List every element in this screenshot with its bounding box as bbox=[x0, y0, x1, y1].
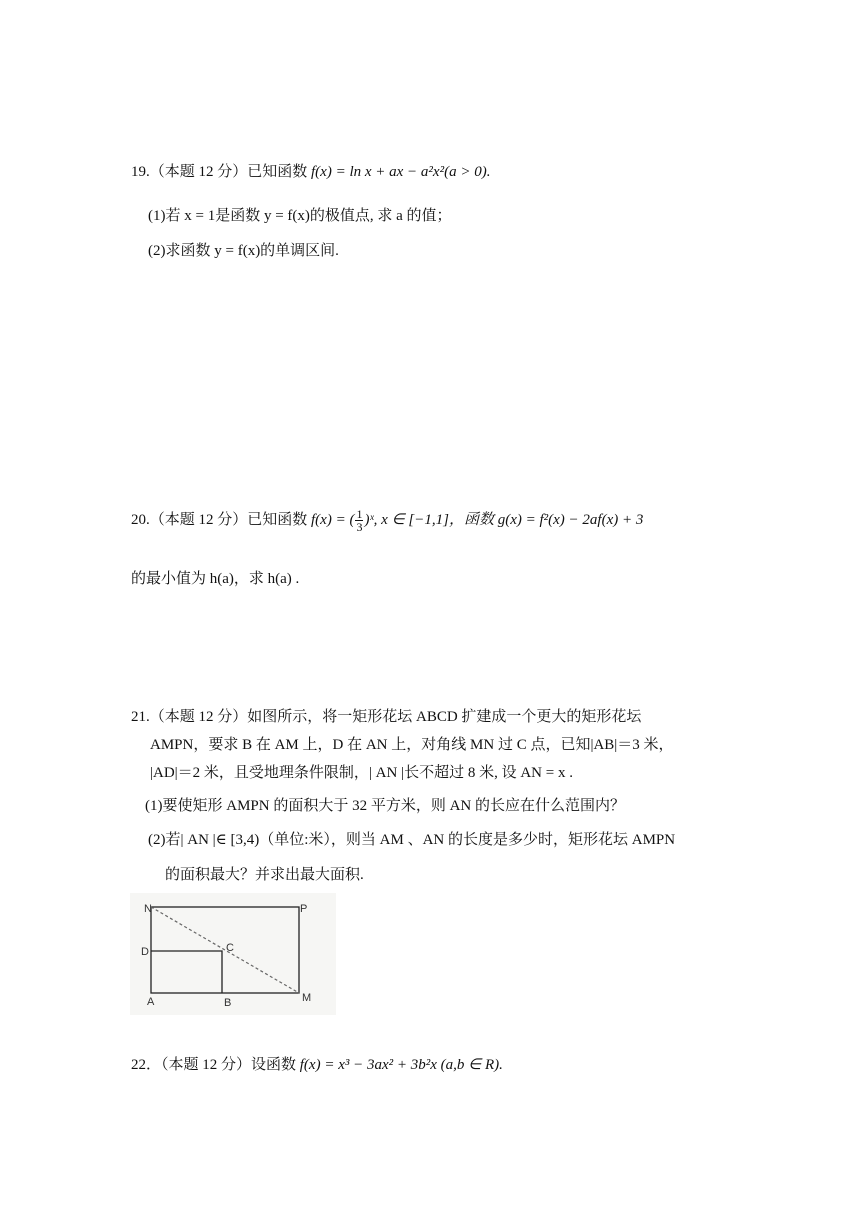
label-b: B bbox=[224, 997, 232, 1009]
q20-frac-den: 3 bbox=[356, 520, 363, 534]
label-m: M bbox=[302, 992, 312, 1004]
q22-head: 22．（本题 12 分）设函数 bbox=[131, 1057, 297, 1073]
q20-fraction bbox=[355, 508, 363, 533]
q19-header bbox=[131, 161, 490, 183]
label-n: N bbox=[144, 903, 152, 915]
label-c: C bbox=[226, 942, 234, 954]
q20-head: 20.（本题 12 分）已知函数 bbox=[131, 511, 308, 528]
label-d: D bbox=[141, 946, 149, 958]
q21-part2a: (2)若| AN |∈ [3,4)（单位:米），则当 AM 、AN 的长度是多少时，矩形花坛 AMPN bbox=[148, 832, 676, 848]
q20-frac-num: 1 bbox=[356, 507, 363, 521]
q22-function: f(x) = x³ − 3ax² + 3b²x (a,b ∈ R). bbox=[299, 1057, 503, 1073]
q20-header bbox=[131, 508, 643, 533]
q21-part1: (1)要使矩形 AMPN 的面积大于 32 平方米，则 AN 的长应在什么范围内？ bbox=[145, 798, 626, 814]
q21-line1: 21.（本题 12 分）如图所示，将一矩形花坛 ABCD 扩建成一个更大的矩形花坛 bbox=[131, 709, 642, 725]
label-p: P bbox=[300, 903, 308, 915]
q19-part2: (2)求函数 y = f(x)的单调区间. bbox=[148, 243, 339, 259]
q20-f-post: )ˣ, x ∈ [−1,1]，函数 g(x) = f²(x) − 2af(x) + 3 bbox=[364, 511, 644, 528]
q20-f-pre: f(x) = ( bbox=[311, 511, 355, 528]
q22-header bbox=[131, 1054, 503, 1076]
q20-line2: 的最小值为 h(a)，求 h(a) . bbox=[131, 571, 300, 587]
q21-part2b: 的面积最大？并求出最大面积. bbox=[165, 867, 364, 883]
q21-line3: |AD|＝2 米，且受地理条件限制，| AN |长不超过 8 米, 设 AN = x . bbox=[150, 765, 573, 781]
q19-function: f(x) = ln x + ax − a²x²(a > 0). bbox=[311, 164, 491, 180]
label-a: A bbox=[147, 996, 155, 1008]
q19-head: 19.（本题 12 分）已知函数 bbox=[131, 164, 308, 180]
q19-part1: (1)若 x = 1是函数 y = f(x)的极值点, 求 a 的值； bbox=[148, 208, 452, 224]
rectangle-figure bbox=[130, 893, 336, 1015]
q21-line2: AMPN，要求 B 在 AM 上，D 在 AN 上，对角线 MN 过 C 点，已知|AB|＝3 米， bbox=[150, 737, 674, 753]
